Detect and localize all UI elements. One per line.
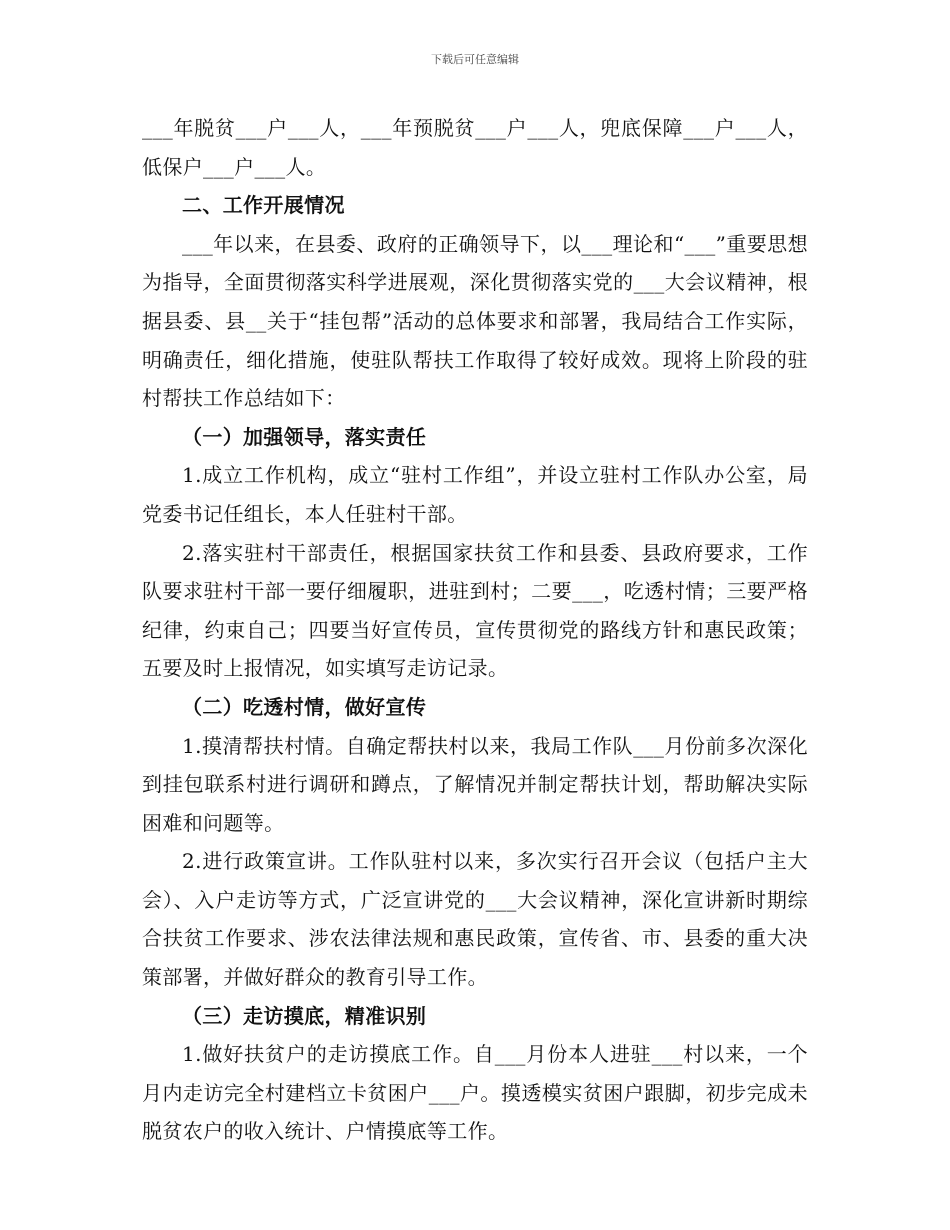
paragraph-item-2: 2.落实驻村干部责任，根据国家扶贫工作和县委、县政府要求，工作队要求驻村干部一要仔细履职，进驻到村；二要___，吃透村情；三要严格纪律，约束自己；四要当好宣传员，宣传贯彻党的路线方针和惠民政策；五要及时上报情况，如实填写走访记录。 xyxy=(142,540,808,681)
document-body xyxy=(142,109,808,1151)
paragraph-intro: ___年以来，在县委、政府的正确领导下，以___理论和“___”重要思想为指导，全面贯彻落实科学进展观，深化贯彻落实党的___大会议精神，根据县委、县__关于“挂包帮”活动的总体要求和部署，我局结合工作实际，明确责任，细化措施，使驻队帮扶工作取得了较好成效。现将上阶段的驻村帮扶工作总结如下： xyxy=(142,231,808,411)
paragraph-statistics: ___年脱贫___户___人，___年预脱贫___户___人，兜底保障___户___人，低保户___户___人。 xyxy=(142,116,808,179)
section-heading: 二、工作开展情况 xyxy=(182,193,345,218)
paragraph-item-1: 1.成立工作机构，成立“驻村工作组”，并设立驻村工作队办公室，局党委书记任组长，本人任驻村干部。 xyxy=(142,463,808,526)
header-note: 下载后可任意编辑 xyxy=(431,53,519,66)
paragraph-item-1: 1.摸清帮扶村情。自确定帮扶村以来，我局工作队___月份前多次深化到挂包联系村进行调研和蹲点，了解情况并制定帮扶计划，帮助解决实际困难和问题等。 xyxy=(142,733,808,835)
subheading-village-situation: （二）吃透村情，做好宣传 xyxy=(182,694,427,719)
subheading-visits: （三）走访摸底，精准识别 xyxy=(182,1003,427,1028)
subheading-leadership: （一）加强领导，落实责任 xyxy=(182,424,427,449)
paragraph-item-1: 1.做好扶贫户的走访摸底工作。自___月份本人进驻___村以来，一个月内走访完全村建档立卡贫困户___户。摸透模实贫困户跟脚，初步完成未脱贫农户的收入统计、户情摸底等工作。 xyxy=(142,1042,808,1144)
paragraph-item-2: 2.进行政策宣讲。工作队驻村以来，多次实行召开会议（包括户主大会）、入户走访等方式，广泛宣讲党的___大会议精神，深化宣讲新时期综合扶贫工作要求、涉农法律法规和惠民政策，宣传省、市、县委的重大决策部署，并做好群众的教育引导工作。 xyxy=(142,849,808,990)
